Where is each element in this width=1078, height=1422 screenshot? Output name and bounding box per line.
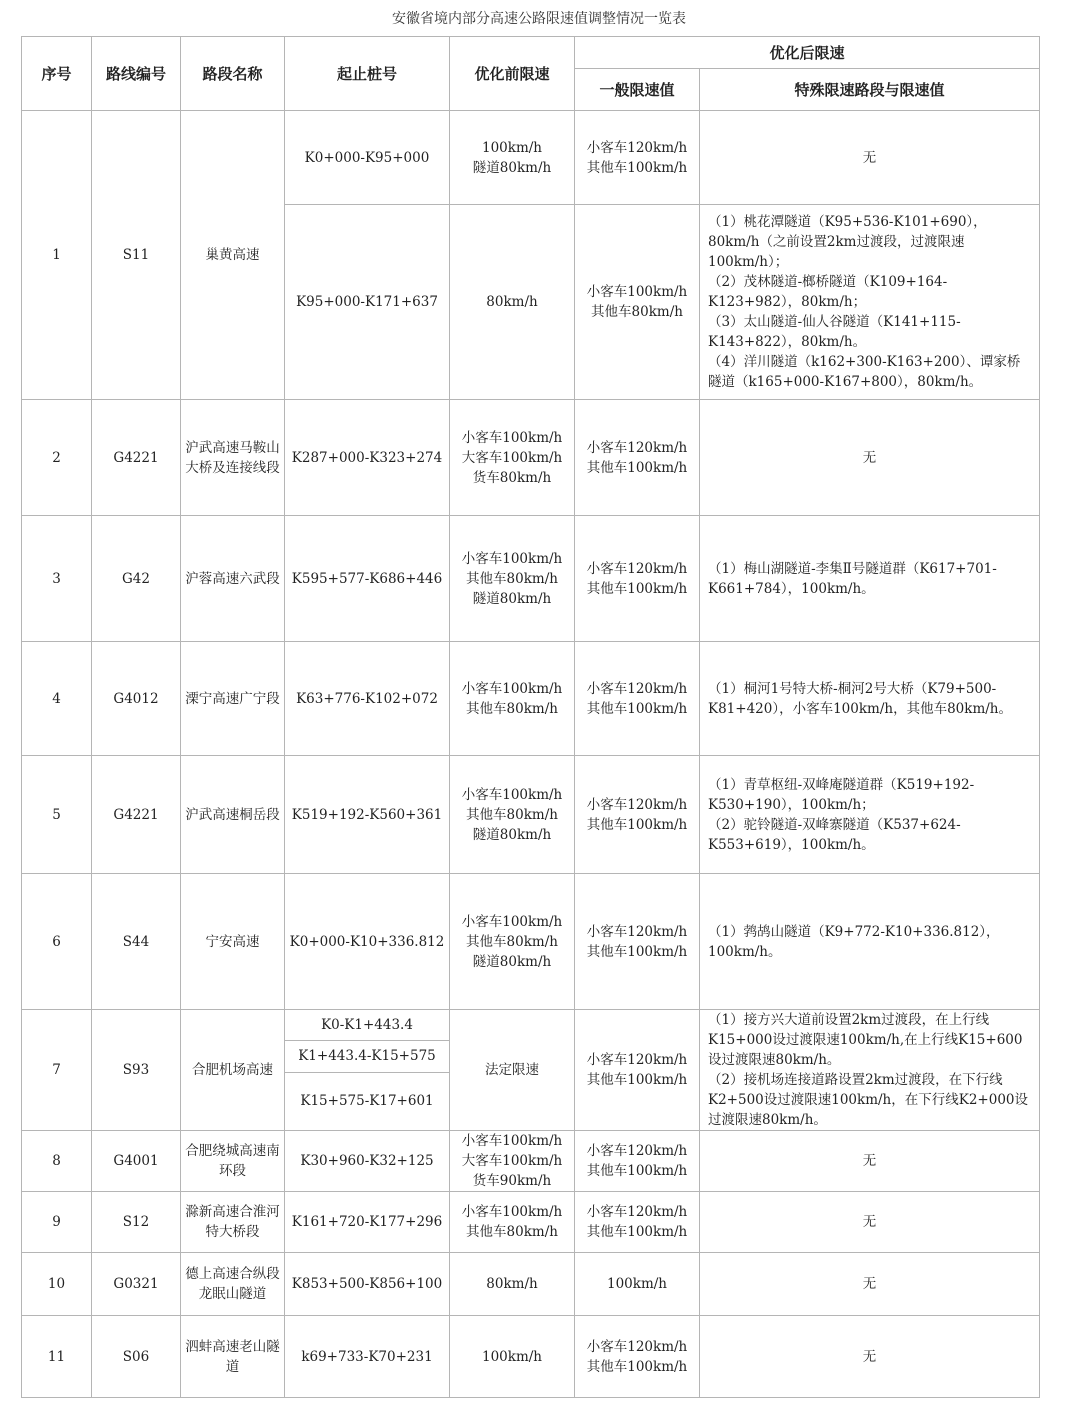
general-cell: 小客车120km/h 其他车100km/h [575, 400, 700, 516]
route-cell: S44 [92, 874, 181, 1010]
seq-cell: 5 [22, 756, 92, 874]
seq-cell: 11 [22, 1316, 92, 1398]
stake-cell: K519+192-K560+361 [285, 756, 450, 874]
stake-cell: K15+575-K17+601 [285, 1072, 450, 1131]
name-cell: 沪武高速桐岳段 [181, 756, 285, 874]
special-cell: （1）接方兴大道前设置2km过渡段，在上行线K15+000设过渡限速100km/h,在上行线K15+600设过渡限速80km/h。 （2）接机场连接道路设置2km过渡段，在下行线K2+500设过渡限速100km/h，在下行线K2+000设过渡限速80km/h。 [700, 1010, 1040, 1131]
name-cell: 沪武高速马鞍山大桥及连接线段 [181, 400, 285, 516]
before-cell: 小客车100km/h 其他车80km/h 隧道80km/h [450, 756, 575, 874]
stake-cell: K0+000-K10+336.812 [285, 874, 450, 1010]
special-cell: 无 [700, 1131, 1040, 1192]
name-cell: 巢黄高速 [181, 111, 285, 400]
header-special: 特殊限速路段与限速值 [700, 69, 1040, 111]
table-row [22, 642, 1040, 756]
header-stake: 起止桩号 [285, 37, 450, 111]
name-cell: 合肥机场高速 [181, 1010, 285, 1131]
table-row [22, 1192, 1040, 1253]
table-row [22, 756, 1040, 874]
stake-cell: K63+776-K102+072 [285, 642, 450, 756]
name-cell: 滁新高速合淮河特大桥段 [181, 1192, 285, 1253]
name-cell: 溧宁高速广宁段 [181, 642, 285, 756]
before-cell: 小客车100km/h 其他车80km/h 隧道80km/h [450, 516, 575, 642]
name-cell: 宁安高速 [181, 874, 285, 1010]
header-general: 一般限速值 [575, 69, 700, 111]
seq-cell: 10 [22, 1253, 92, 1316]
page-title: 安徽省境内部分高速公路限速值调整情况一览表 [392, 11, 686, 27]
general-cell: 小客车120km/h 其他车100km/h [575, 1192, 700, 1253]
name-cell: 泗蚌高速老山隧道 [181, 1316, 285, 1398]
seq-cell: 8 [22, 1131, 92, 1192]
table-row [22, 400, 1040, 516]
general-cell: 100km/h [575, 1253, 700, 1316]
seq-cell: 9 [22, 1192, 92, 1253]
table-row [22, 516, 1040, 642]
before-cell: 小客车100km/h 其他车80km/h 隧道80km/h [450, 874, 575, 1010]
general-cell: 小客车120km/h 其他车100km/h [575, 756, 700, 874]
special-cell: 无 [700, 1192, 1040, 1253]
stake-cell: K30+960-K32+125 [285, 1131, 450, 1192]
route-cell: G4012 [92, 642, 181, 756]
route-cell: G4221 [92, 756, 181, 874]
table-row [22, 1316, 1040, 1398]
seq-cell: 1 [22, 111, 92, 400]
header-after: 优化后限速 [575, 37, 1040, 69]
before-cell: 法定限速 [450, 1010, 575, 1131]
seq-cell: 4 [22, 642, 92, 756]
stake-cell: k69+733-K70+231 [285, 1316, 450, 1398]
table-row [22, 874, 1040, 1010]
header-route: 路线编号 [92, 37, 181, 111]
general-cell: 小客车120km/h 其他车100km/h [575, 1316, 700, 1398]
route-cell: G4001 [92, 1131, 181, 1192]
route-cell: G42 [92, 516, 181, 642]
general-cell: 小客车100km/h 其他车80km/h [575, 205, 700, 400]
before-cell: 小客车100km/h 其他车80km/h [450, 1192, 575, 1253]
header-seq: 序号 [22, 37, 92, 111]
seq-cell: 3 [22, 516, 92, 642]
stake-cell: K161+720-K177+296 [285, 1192, 450, 1253]
table-row [22, 111, 1040, 205]
header-before: 优化前限速 [450, 37, 575, 111]
route-cell: G4221 [92, 400, 181, 516]
special-cell: （1）青草枢纽-双峰庵隧道群（K519+192-K530+190），100km/h； （2）驼铃隧道-双峰寨隧道（K537+624-K553+619），100km/h。 [700, 756, 1040, 874]
special-cell: （1）桃花潭隧道（K95+536-K101+690），80km/h（之前设置2km过渡段，过渡限速100km/h）； （2）茂林隧道-榔桥隧道（K109+164-K123+982），80km/h； （3）太山隧道-仙人谷隧道（K141+115-K143+822），80km/h。 （4）洋川隧道（k162+300-K163+200）、谭家桥隧道（k165+000-K167+800），80km/h。 [700, 205, 1040, 400]
special-cell: （1）梅山湖隧道-李集Ⅱ号隧道群（K617+701-K661+784），100km/h。 [700, 516, 1040, 642]
general-cell: 小客车120km/h 其他车100km/h [575, 642, 700, 756]
route-cell: S06 [92, 1316, 181, 1398]
table-row [22, 1253, 1040, 1316]
table-row [22, 1010, 1040, 1041]
stake-cell: K0+000-K95+000 [285, 111, 450, 205]
stake-cell: K853+500-K856+100 [285, 1253, 450, 1316]
stake-cell: K0-K1+443.4 [285, 1010, 450, 1041]
name-cell: 德上高速合纵段龙眠山隧道 [181, 1253, 285, 1316]
general-cell: 小客车120km/h 其他车100km/h [575, 516, 700, 642]
special-cell: （1）鹁鸪山隧道（K9+772-K10+336.812），100km/h。 [700, 874, 1040, 1010]
seq-cell: 2 [22, 400, 92, 516]
speed-limit-table [21, 36, 1040, 1398]
name-cell: 沪蓉高速六武段 [181, 516, 285, 642]
special-cell: 无 [700, 1253, 1040, 1316]
header-name: 路段名称 [181, 37, 285, 111]
general-cell: 小客车120km/h 其他车100km/h [575, 111, 700, 205]
special-cell: （1）桐河1号特大桥-桐河2号大桥（K79+500-K81+420），小客车100km/h，其他车80km/h。 [700, 642, 1040, 756]
table-row [22, 1131, 1040, 1192]
before-cell: 100km/h 隧道80km/h [450, 111, 575, 205]
before-cell: 小客车100km/h 大客车100km/h 货车80km/h [450, 400, 575, 516]
special-cell: 无 [700, 400, 1040, 516]
stake-cell: K287+000-K323+274 [285, 400, 450, 516]
special-cell: 无 [700, 1316, 1040, 1398]
before-cell: 小客车100km/h 其他车80km/h [450, 642, 575, 756]
general-cell: 小客车120km/h 其他车100km/h [575, 1010, 700, 1131]
stake-cell: K595+577-K686+446 [285, 516, 450, 642]
before-cell: 小客车100km/h 大客车100km/h 货车90km/h [450, 1131, 575, 1192]
route-cell: S93 [92, 1010, 181, 1131]
route-cell: S11 [92, 111, 181, 400]
before-cell: 80km/h [450, 205, 575, 400]
before-cell: 80km/h [450, 1253, 575, 1316]
seq-cell: 6 [22, 874, 92, 1010]
stake-cell: K1+443.4-K15+575 [285, 1041, 450, 1072]
route-cell: G0321 [92, 1253, 181, 1316]
route-cell: S12 [92, 1192, 181, 1253]
stake-cell: K95+000-K171+637 [285, 205, 450, 400]
before-cell: 100km/h [450, 1316, 575, 1398]
general-cell: 小客车120km/h 其他车100km/h [575, 1131, 700, 1192]
general-cell: 小客车120km/h 其他车100km/h [575, 874, 700, 1010]
seq-cell: 7 [22, 1010, 92, 1131]
name-cell: 合肥绕城高速南环段 [181, 1131, 285, 1192]
special-cell: 无 [700, 111, 1040, 205]
